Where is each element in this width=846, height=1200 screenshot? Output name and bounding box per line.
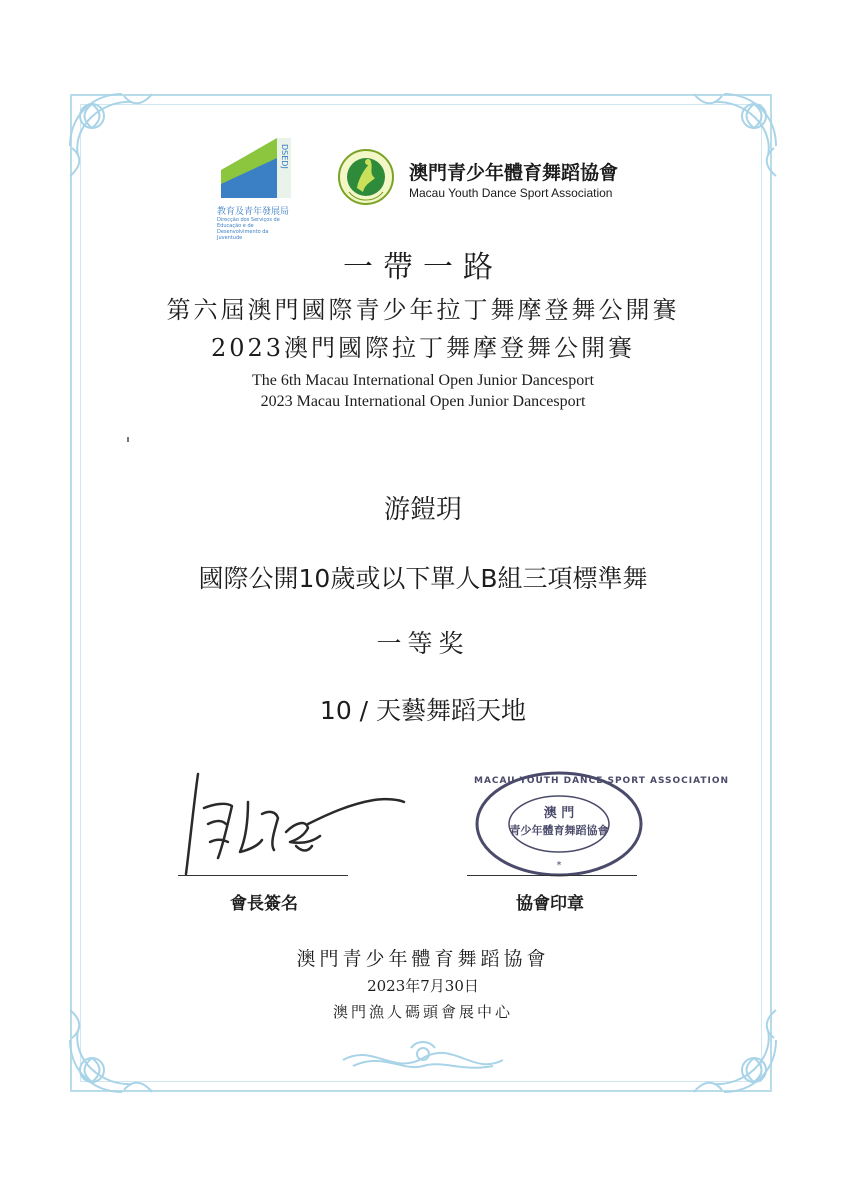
- event-name-en-1: The 6th Macau International Open Junior Dancesport: [251, 372, 595, 389]
- president-signature: [178, 762, 408, 882]
- corner-ornament-top-left: [62, 86, 182, 206]
- footer-date: 2023年7月30日: [367, 977, 479, 995]
- footer-venue: 澳門漁人碼頭會展中心: [332, 1003, 513, 1021]
- seal-line: [467, 875, 637, 876]
- award-prize: 一等奖: [376, 629, 470, 658]
- recipient-name: 游鎧玥: [383, 495, 462, 525]
- association-logo: [337, 148, 637, 208]
- dsedj-logo: [217, 130, 297, 241]
- footer-organizer: 澳門青少年體育舞蹈協會: [296, 948, 550, 970]
- president-signature-line: [178, 875, 348, 876]
- award-studio: 10 / 天藝舞蹈天地: [319, 696, 527, 725]
- event-name-en-2: 2023 Macau International Open Junior Dancesport: [260, 393, 586, 410]
- seal-ring-text: MACAU YOUTH DANCE SPORT ASSOCIATION: [474, 776, 730, 786]
- seal-caption: 協會印章: [516, 894, 584, 914]
- award-event: 國際公開10歲或以下單人B組三項標準舞: [198, 564, 648, 593]
- president-signature-caption: 會長簽名: [230, 894, 298, 914]
- seal-inner-text-1: 澳 門: [543, 806, 575, 821]
- seal-inner-text-2: 青少年體育舞蹈協會: [509, 824, 609, 837]
- dsedj-logo-side-text: DSEDJ: [280, 144, 289, 169]
- association-name-zh: 澳門青少年體育舞蹈協會: [409, 162, 619, 184]
- dsedj-logo-name-zh: 教育及青年發展局: [217, 207, 290, 217]
- corner-ornament-bottom-right: [664, 980, 784, 1100]
- association-name-en: Macau Youth Dance Sport Association: [409, 186, 613, 200]
- bottom-flourish-ornament: [333, 1038, 513, 1078]
- corner-ornament-top-right: [664, 86, 784, 206]
- event-name-zh-1: 第六屆澳門國際青少年拉丁舞摩登舞公開賽: [166, 296, 680, 324]
- corner-ornament-bottom-left: [62, 980, 182, 1100]
- dsedj-logo-name-pt: Direcção dos Serviços de Educação e de Desenvolvimento da Juventude: [217, 217, 280, 241]
- event-name-zh-2: 2023澳門國際拉丁舞摩登舞公開賽: [210, 334, 636, 362]
- certificate-title: 一帶一路: [343, 250, 503, 285]
- association-emblem-icon: [337, 148, 395, 206]
- association-seal: [474, 770, 730, 878]
- scan-speck: [127, 437, 129, 442]
- seal-star-icon: *: [556, 860, 562, 871]
